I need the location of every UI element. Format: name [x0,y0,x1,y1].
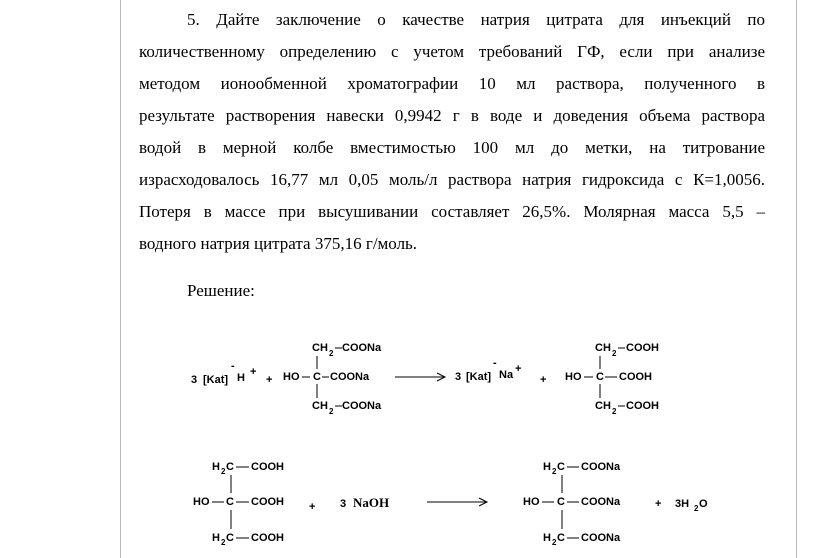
problem-line-5: водой в мерной колбе вместимостью 100 мл до метки, на титрование [139,138,765,157]
r1-product1-minus: - [493,357,497,369]
problem-line-1: 5. Дайте заключение о качестве натрия цитрата для инъекций по [187,10,765,29]
problem-line-8: водного натрия цитрата 375,16 г/моль. [139,234,418,253]
r1-citrate-top-sub: 2 [329,349,334,358]
reaction-1 [191,342,659,416]
r1-acid-bot-group: COOH [626,400,659,412]
r1-acid-mid-center: C [596,371,604,383]
r2-salt-mid-group: COONa [581,496,621,508]
r2-salt-mid-center: C [557,496,565,508]
r1-product1-plus: + [515,363,522,375]
solution-label: Решение: [187,281,255,300]
r1-citrate-bot-sub: 2 [329,407,334,416]
r2-salt-bot-group: COONa [581,532,621,544]
r2-salt-bot-sub: 2 [552,538,557,547]
r2-acid-top-c: C [226,461,234,473]
r1-citrate-mid-left: HO [283,371,300,383]
r1-product1: [Kat] [466,371,492,383]
r2-water: 3H [675,498,690,510]
r1-acid-top-group: COOH [626,342,659,354]
r1-product1-ion: Na [499,369,514,381]
r1-reactant1-plus: + [250,366,257,378]
r1-acid-top-sub: 2 [612,349,617,358]
r1-citrate-top-group: COONa [342,342,382,354]
r2-naoh-coef: 3 [340,498,347,510]
problem-line-7: Потеря в массе при высушивании составляет 26,5%. Молярная масса 5,5 – [139,202,765,221]
r2-plus2: + [655,498,662,510]
r1-reactant1-ion: H [237,372,245,384]
problem-line-4: результате растворения навески 0,9942 г в воде и доведения объема раствора [139,106,765,125]
r1-acid-bot: CH [595,400,611,412]
r1-acid-mid-left: HO [565,371,582,383]
r2-salt-mid-left: HO [523,496,540,508]
r1-reactant1-coef: 3 [191,374,198,386]
r1-citrate-mid-group: COONa [330,371,370,383]
r2-water-o: O [699,498,708,510]
r1-citrate-top: CH [312,342,328,354]
r2-acid-bot-h: H [212,532,220,544]
r2-acid-bot-group: COOH [251,532,284,544]
r2-salt-top-sub: 2 [552,467,557,476]
r1-citrate-bot-group: COONa [342,400,382,412]
problem-line-2: количественному определению с учетом требований ГФ, если при анализе [139,42,765,61]
r1-acid-bot-sub: 2 [612,407,617,416]
r1-plus: + [266,374,273,386]
r2-acid-top-sub: 2 [221,467,226,476]
r1-acid-top: CH [595,342,611,354]
r1-citrate-mid-center: C [313,371,321,383]
r2-water-sub: 2 [694,504,699,513]
r2-salt-top-group: COONa [581,461,621,473]
problem-line-6: израсходовалось 16,77 мл 0,05 моль/л раствора натрия гидроксида с К=1,0056. [139,170,765,189]
r2-acid-mid-left: HO [193,496,210,508]
r2-acid-top-h: H [212,461,220,473]
r2-acid-mid-center: C [226,496,234,508]
reaction-2 [193,461,708,547]
r1-citrate-bot: CH [312,400,328,412]
r2-acid-bot-sub: 2 [221,538,226,547]
r1-reactant1-minus: - [231,360,235,372]
problem-line-3: методом ионообменной хроматографии 10 мл раствора, полученного в [139,74,765,93]
r2-salt-bot-h: H [543,532,551,544]
r1-plus2: + [540,374,547,386]
r2-plus: + [309,501,316,513]
r1-acid-mid-group: COOH [619,371,652,383]
r2-acid-mid-group: COOH [251,496,284,508]
r1-reactant1: [Kat] [203,374,229,386]
r2-salt-top-c: C [557,461,565,473]
r2-salt-top-h: H [543,461,551,473]
r2-acid-top-group: COOH [251,461,284,473]
r2-acid-bot-c: C [226,532,234,544]
r2-salt-bot-c: C [557,532,565,544]
r2-naoh: NaOH [353,495,390,510]
r1-product1-coef: 3 [455,371,462,383]
